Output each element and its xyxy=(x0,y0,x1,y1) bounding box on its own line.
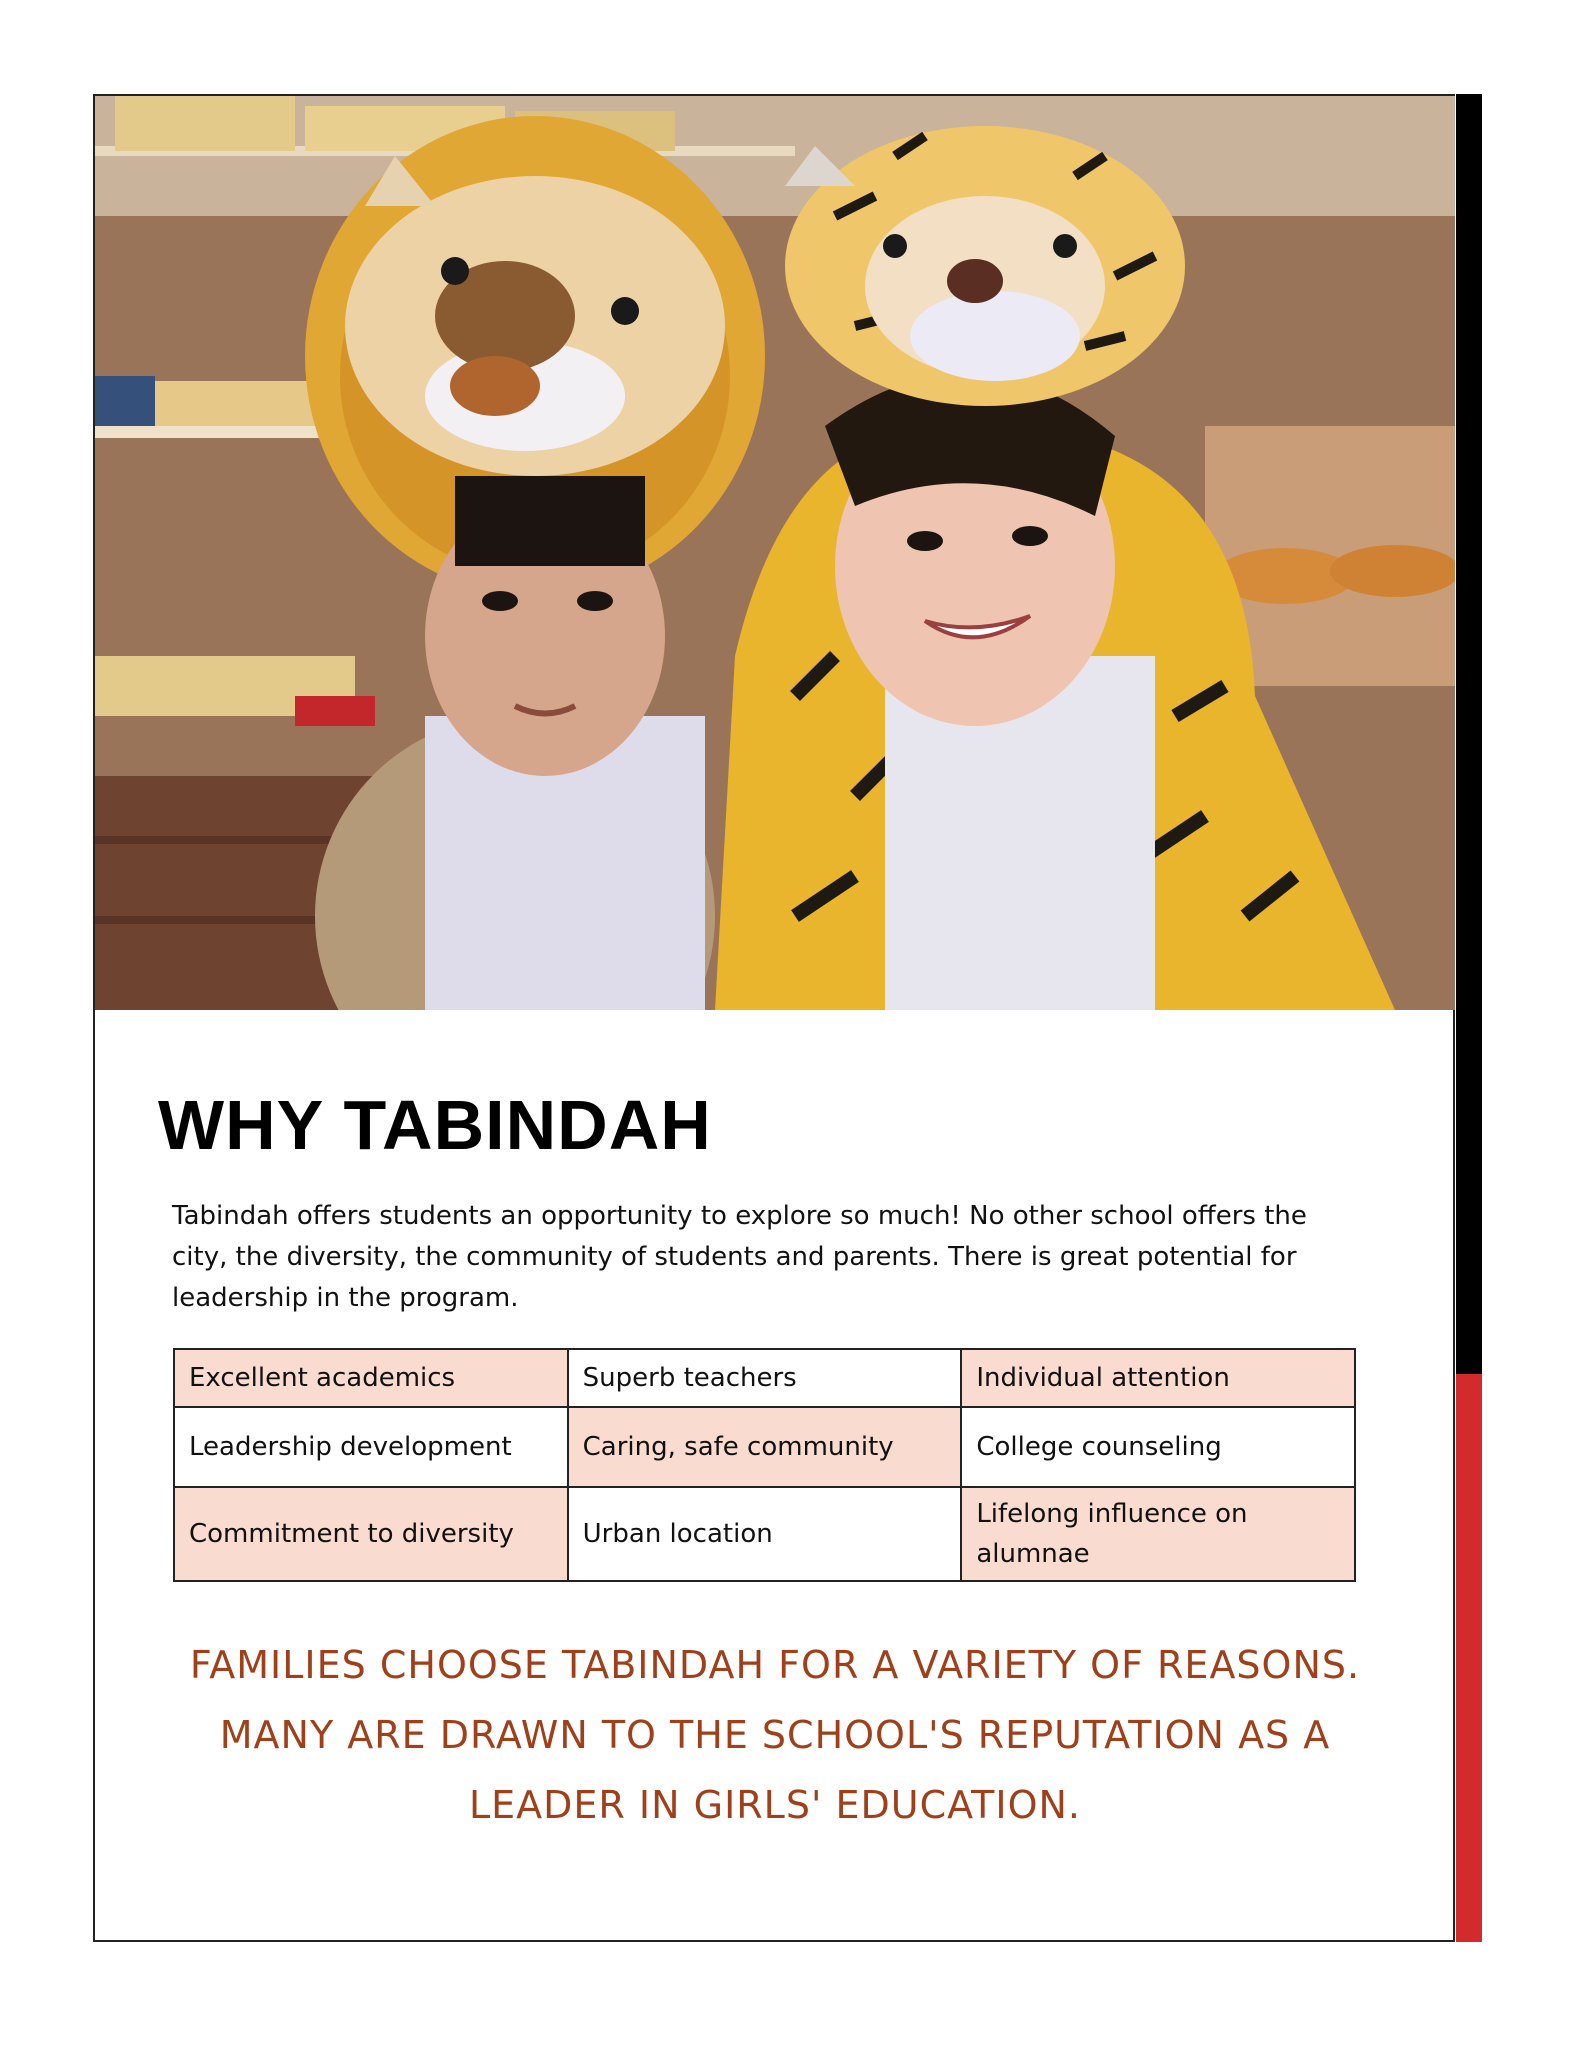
hero-photo-illustration xyxy=(95,96,1455,1010)
table-row xyxy=(174,1349,1355,1407)
table-row xyxy=(174,1487,1355,1581)
feature-cell: Individual attention xyxy=(961,1349,1355,1407)
intro-paragraph: Tabindah offers students an opportunity to explore so much! No other school offers the city, the diversity, the community of students and parents. There is great potential for leadership in the program. xyxy=(172,1201,1307,1313)
feature-cell: Excellent academics xyxy=(174,1349,568,1407)
table-row xyxy=(174,1407,1355,1487)
feature-cell: Leadership development xyxy=(174,1407,568,1487)
feature-cell: Urban location xyxy=(568,1487,962,1581)
side-bar-red xyxy=(1456,1374,1482,1942)
hero-photo xyxy=(95,96,1455,1010)
feature-cell: Caring, safe community xyxy=(568,1407,962,1487)
page-title: WHY TABINDAH xyxy=(158,1086,712,1164)
feature-cell: Superb teachers xyxy=(568,1349,962,1407)
side-bar-black xyxy=(1456,94,1482,1374)
feature-cell: College counseling xyxy=(961,1407,1355,1487)
feature-cell: Commitment to diversity xyxy=(174,1487,568,1581)
callout-quote: FAMILIES CHOOSE TABINDAH FOR A VARIETY OF REASONS. MANY ARE DRAWN TO THE SCHOOL'S REPUTATION AS A LEADER IN GIRLS' EDUCATION. xyxy=(189,1643,1361,1827)
features-table xyxy=(173,1348,1356,1582)
feature-cell: Lifelong influence on alumnae xyxy=(961,1487,1355,1581)
